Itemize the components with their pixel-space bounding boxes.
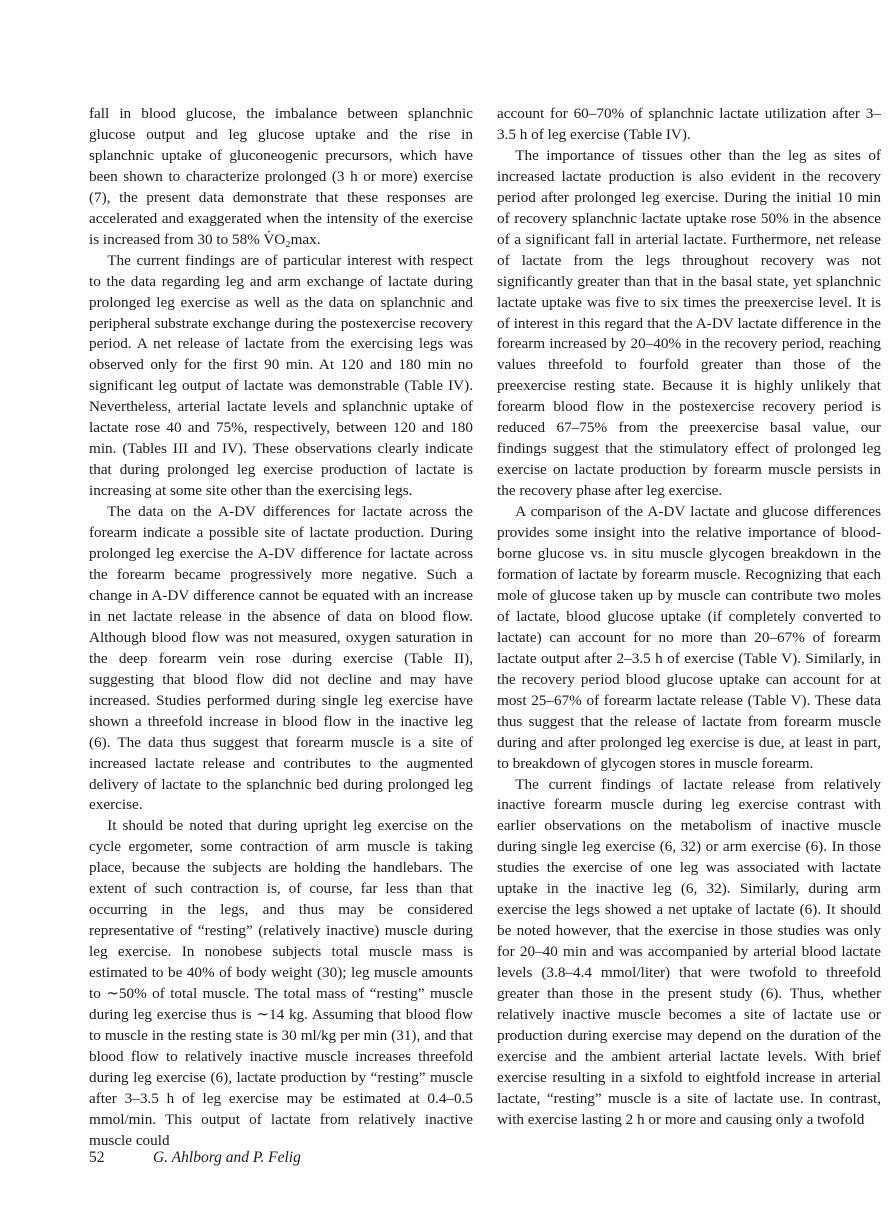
paragraph: fall in blood glucose, the imbalance between splanchnic glucose output and leg glucose uptake and the rise in splanchnic uptake of gluconeogenic precursors, which have been shown to characterize prolonged (3 h or more) exercise (7), the present data demonstrate that these responses are accelerated and exaggerated when the intensity of the exercise is increased from 30 to 58% V̇O₂max. xyxy=(89,105,473,248)
paragraph: The importance of tissues other than the leg as sites of increased lactate production is also evident in the recovery period after prolonged leg exercise. During the initial 10 min of recovery splanchnic lactate uptake rose 50% in the absence of a significant fall in arterial lactate. Furthermore, net release of lactate from the legs throughout recovery was not significantly greater than that in the basal state, yet splanchnic lactate uptake was five to six times the preexercise level. It is of interest in this regard that the A-DV lactate difference in the forearm increased by 20–40% in the recovery period, reaching values threefold to fourfold greater than those of the preexercise resting state. Because it is highly unlikely that forearm blood flow in the postexercise recovery period is reduced 67–75% from the preexercise basal value, our findings suggest that the stimulatory effect of prolonged leg exercise on lactate production by forearm muscle persists in the recovery phase after leg exercise. xyxy=(497,146,881,500)
running-authors: G. Ahlborg and P. Felig xyxy=(153,1149,301,1166)
paragraph: The data on the A-DV differences for lactate across the forearm indicate a possible site of lactate production. During prolonged leg exercise the A-DV difference for lactate across the forearm became progressively more negative. Such a change in A-DV difference cannot be equated with an increase in net lactate release in the absence of data on blood flow. Although blood flow was not measured, oxygen saturation in the deep forearm vein rose during exercise (Table II), suggesting that blood flow did not decline and may have increased. Studies performed during single leg exercise have shown a threefold increase in blood flow in the inactive leg (6). The data thus suggest that forearm muscle is a site of increased lactate release and contributes to the augmented delivery of lactate to the splanchnic bed during prolonged leg exercise. xyxy=(89,503,473,814)
page-number: 52 xyxy=(89,1149,105,1166)
paragraph: A comparison of the A-DV lactate and glucose differences provides some insight into the relative importance of blood-borne glucose vs. in situ muscle glycogen breakdown in the formation of lactate by forearm muscle. Recognizing that each mole of glucose taken up by muscle can contribute two moles of lactate, blood glucose uptake (if completely converted to lactate) can account for no more than 20–67% of forearm lactate output after 2–3.5 h of exercise (Table V). Similarly, in the recovery period blood glucose uptake can account for at most 25–67% of forearm lactate release (Table V). These data thus suggest that the release of lactate from forearm muscle during and after prolonged leg exercise is due, at least in part, to breakdown of glycogen stores in muscle forearm. xyxy=(497,503,881,772)
paragraph: It should be noted that during upright leg exercise on the cycle ergometer, some contraction of arm muscle is taking place, because the subjects are holding the handlebars. The extent of such contraction is, of course, far less than that occurring in the legs, and thus may be considered representative of “resting” (relatively inactive) muscle during leg exercise. In nonobese subjects total muscle mass is estimated to be 40% of body weight (30); leg muscle amounts to ∼50% of total muscle. The total mass of “resting” muscle during leg exercise thus is ∼14 kg. Assuming that blood flow to muscle in the resting state is 30 ml/kg per min (31), and that blood flow to relatively inactive muscle increases threefold during leg exercise (6), lactate production by “resting” muscle after 3–3.5 h of leg exercise may be estimated at 0.4–0.5 mmol/min. This output of lactate from relatively inactive muscle could xyxy=(89,817,473,1149)
paragraph: The current findings are of particular interest with respect to the data regarding leg and arm exchange of lactate during prolonged leg exercise as well as the data on splanchnic and peripheral substrate exchange during the postexercise recovery period. A net release of lactate from the exercising legs was observed only for the first 90 min. At 120 and 180 min no significant leg output of lactate was demonstrable (Table IV). Nevertheless, arterial lactate levels and splanchnic uptake of lactate rose 40 and 75%, respectively, between 120 and 180 min. (Tables III and IV). These observations clearly indicate that during prolonged leg exercise production of lactate is increasing at some site other than the exercising legs. xyxy=(89,251,473,500)
paragraph: account for 60–70% of splanchnic lactate utilization after 3–3.5 h of leg exercise (Table IV). xyxy=(497,105,881,143)
page-footer xyxy=(89,1149,301,1167)
right-column xyxy=(497,104,881,1131)
left-column xyxy=(89,104,473,1152)
paragraph: The current findings of lactate release from relatively inactive forearm muscle during leg exercise contrast with earlier observations on the metabolism of inactive muscle during single leg exercise (6, 32) or arm exercise (6). In those studies the exercise of one leg was associated with lactate uptake in the inactive leg (6, 32). Similarly, during arm exercise the legs showed a net uptake of lactate (6). It should be noted however, that the exercise in those studies was only for 20–40 min and was accompanied by arterial blood lactate levels (3.8–4.4 mmol/liter) that were twofold to threefold greater than those in the present study (6). Thus, whether relatively inactive muscle becomes a site of lactate use or production during exercise may depend on the duration of the exercise and the ambient arterial lactate levels. With brief exercise resulting in a sixfold to eightfold increase in arterial lactate, “resting” muscle is a site of lactate use. In contrast, with exercise lasting 2 h or more and causing only a twofold xyxy=(497,775,881,1128)
